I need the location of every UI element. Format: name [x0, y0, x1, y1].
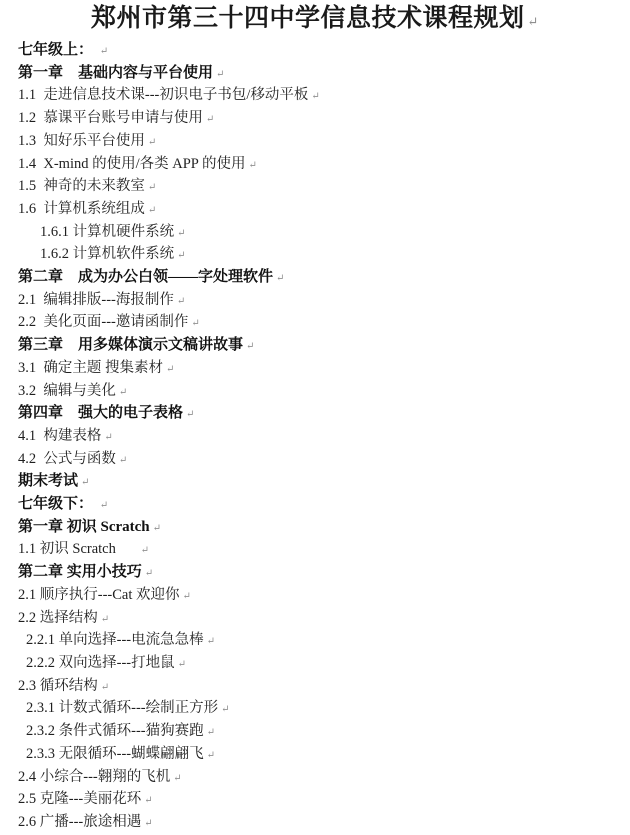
paragraph-mark-icon: ↵	[191, 318, 200, 330]
paragraph-mark-icon: ↵	[182, 590, 191, 602]
toc-line-text: 1.5 神奇的未来教室	[18, 178, 145, 195]
toc-line	[0, 244, 630, 267]
paragraph-mark-icon: ↵	[216, 68, 225, 80]
document-body	[0, 38, 630, 835]
toc-line	[0, 358, 630, 381]
paragraph-mark-icon: ↵	[527, 14, 539, 29]
toc-line	[0, 403, 630, 426]
toc-line-text: 1.6.1 计算机硬件系统	[40, 223, 175, 240]
paragraph-mark-icon: ↵	[177, 658, 187, 670]
toc-line	[0, 539, 630, 562]
toc-line-text: 2.5 克隆---美丽花环	[18, 791, 142, 808]
paragraph-mark-icon: ↵	[104, 431, 113, 443]
toc-line-text: 七年级下：	[18, 496, 97, 513]
toc-line-text: 2.3.1 计数式循环---绘制正方形	[26, 700, 219, 717]
toc-line	[0, 449, 630, 472]
toc-line	[0, 653, 630, 676]
page-title-text: 郑州市第三十四中学信息技术课程规划	[91, 5, 525, 32]
toc-line-text: 2.4 小综合---翱翔的飞机	[18, 768, 171, 785]
paragraph-mark-icon: ↵	[186, 409, 195, 421]
paragraph-mark-icon: ↵	[81, 477, 90, 489]
toc-line-text: 4.2 公式与函数	[18, 450, 116, 467]
paragraph-mark-icon: ↵	[166, 363, 175, 375]
toc-line-text: 1.1 初识 Scratch	[18, 541, 138, 558]
toc-line-text: 2.1 顺序执行---Cat 欢迎你	[18, 586, 180, 603]
paragraph-mark-icon: ↵	[176, 295, 186, 307]
toc-line	[0, 312, 630, 335]
toc-line-text: 2.2.1 单向选择---电流急急棒	[26, 632, 204, 649]
toc-line	[0, 426, 630, 449]
document-page	[0, 2, 630, 830]
toc-line	[0, 767, 630, 790]
toc-line	[0, 85, 630, 108]
toc-line	[0, 721, 630, 744]
toc-line-text: 1.6 计算机系统组成	[18, 200, 145, 217]
paragraph-mark-icon: ↵	[100, 681, 110, 693]
toc-line-text: 2.6 广播---旅途相遇	[18, 813, 142, 830]
toc-line	[0, 676, 630, 699]
paragraph-mark-icon: ↵	[147, 204, 157, 216]
toc-line	[0, 290, 630, 313]
toc-line-text: 第一章 基础内容与平台使用	[18, 64, 214, 81]
toc-line-text: 3.2 编辑与美化	[18, 382, 116, 399]
paragraph-mark-icon: ↵	[118, 454, 128, 466]
toc-line	[0, 698, 630, 721]
toc-line-text: 2.2 选择结构	[18, 609, 98, 626]
toc-line-text: 期末考试	[18, 473, 79, 490]
toc-line-text: 2.2.2 双向选择---打地鼠	[26, 654, 175, 671]
paragraph-mark-icon: ↵	[177, 250, 186, 262]
toc-line	[0, 608, 630, 631]
toc-line	[0, 494, 630, 517]
toc-line	[0, 562, 630, 585]
toc-line-text: 第二章 实用小技巧	[18, 564, 142, 581]
paragraph-mark-icon: ↵	[100, 613, 110, 625]
toc-line	[0, 222, 630, 245]
paragraph-mark-icon: ↵	[177, 227, 186, 239]
toc-line-text: 第四章 强大的电子表格	[18, 405, 184, 422]
toc-line	[0, 381, 630, 404]
toc-line	[0, 471, 630, 494]
toc-line	[0, 789, 630, 812]
paragraph-mark-icon: ↵	[206, 749, 216, 761]
toc-line	[0, 199, 630, 222]
toc-line	[0, 335, 630, 358]
toc-line-text: 2.3 循环结构	[18, 677, 98, 694]
toc-line-text: 2.2 美化页面---邀请函制作	[18, 314, 189, 331]
paragraph-mark-icon: ↵	[173, 772, 182, 784]
paragraph-mark-icon: ↵	[311, 91, 320, 103]
paragraph-mark-icon: ↵	[144, 795, 153, 807]
toc-line	[0, 812, 630, 835]
toc-line-text: 3.1 确定主题 搜集素材	[18, 359, 163, 376]
paragraph-mark-icon: ↵	[206, 727, 216, 739]
toc-line-text: 第三章 用多媒体演示文稿讲故事	[18, 337, 244, 354]
toc-line	[0, 63, 630, 86]
toc-line	[0, 154, 630, 177]
paragraph-mark-icon: ↵	[206, 636, 216, 648]
paragraph-mark-icon: ↵	[144, 817, 153, 829]
paragraph-mark-icon: ↵	[147, 182, 157, 194]
paragraph-mark-icon: ↵	[140, 545, 149, 557]
toc-line-text: 七年级上：	[18, 42, 97, 58]
toc-line-text: 1.2 慕课平台账号申请与使用	[18, 110, 203, 127]
paragraph-mark-icon: ↵	[99, 46, 109, 57]
paragraph-mark-icon: ↵	[118, 386, 128, 398]
toc-line-text: 第一章 初识 Scratch	[18, 518, 150, 535]
toc-line-text: 第二章 成为办公白领——字处理软件	[18, 269, 274, 286]
toc-line-text: 2.1 编辑排版---海报制作	[18, 291, 174, 308]
toc-line-text: 1.1 走进信息技术课---初识电子书包/移动平板	[18, 87, 309, 104]
toc-line	[0, 517, 630, 540]
paragraph-mark-icon: ↵	[205, 114, 215, 126]
paragraph-mark-icon: ↵	[221, 704, 230, 716]
paragraph-mark-icon: ↵	[99, 500, 109, 512]
paragraph-mark-icon: ↵	[147, 136, 157, 148]
toc-line	[0, 176, 630, 199]
toc-line-text: 2.3.2 条件式循环---猫狗赛跑	[26, 723, 204, 740]
paragraph-mark-icon: ↵	[246, 341, 255, 353]
page-title	[0, 2, 630, 38]
toc-line-text: 4.1 构建表格	[18, 427, 102, 444]
paragraph-mark-icon: ↵	[152, 522, 162, 534]
toc-line	[0, 131, 630, 154]
toc-line-text: 1.4 X-mind 的使用/各类 APP 的使用	[18, 155, 246, 172]
toc-line	[0, 744, 630, 767]
toc-line	[0, 267, 630, 290]
paragraph-mark-icon: ↵	[276, 273, 285, 285]
toc-line	[0, 108, 630, 131]
toc-line	[0, 40, 630, 63]
paragraph-mark-icon: ↵	[248, 159, 257, 171]
toc-line	[0, 630, 630, 653]
toc-line	[0, 585, 630, 608]
paragraph-mark-icon: ↵	[144, 568, 154, 580]
toc-line-text: 2.3.3 无限循环---蝴蝶翩翩飞	[26, 745, 204, 762]
toc-line-text: 1.3 知好乐平台使用	[18, 132, 145, 149]
toc-line-text: 1.6.2 计算机软件系统	[40, 246, 175, 263]
